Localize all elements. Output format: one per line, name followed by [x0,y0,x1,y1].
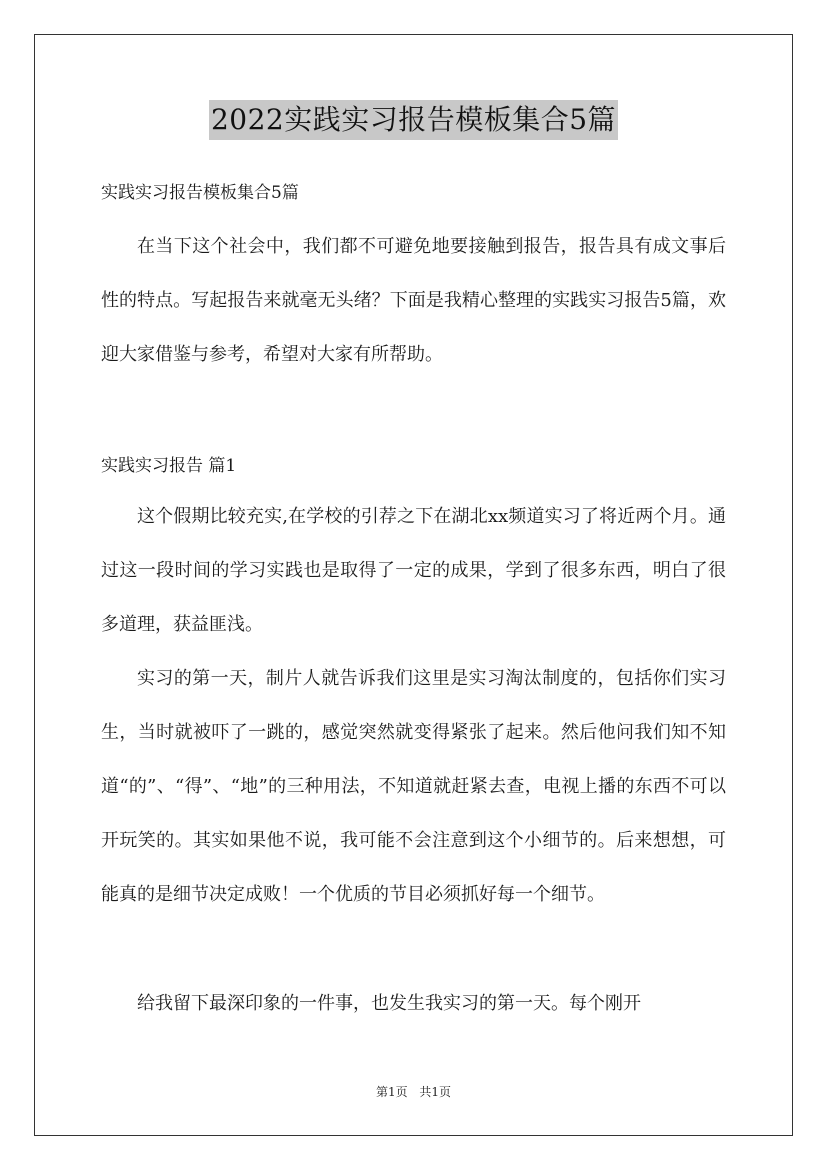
section-heading: 实践实习报告 篇1 [101,456,237,476]
body-paragraph-2: 实习的第一天，制片人就告诉我们这里是实习淘汰制度的，包括你们实习生，当时就被吓了一跳的，感觉突然就变得紧张了起来。然后他问我们知不知道“的”、“得”、“地”的三种用法，不知道就赶紧去查，电视上播的东西不可以开玩笑的。其实如果他不说，我可能不会注意到这个小细节的。后来想想，可能真的是细节决定成败！一个优质的节目必须抓好每一个细节。 [101,668,726,905]
document-title: 2022实践实习报告模板集合5篇 [209,100,618,140]
body-paragraph-1: 这个假期比较充实,在学校的引荐之下在湖北xx频道实习了将近两个月。通过这一段时间的学习实践也是取得了一定的成果，学到了很多东西，明白了很多道理，获益匪浅。 [101,506,726,635]
title-container [0,100,827,140]
page-footer [0,1082,827,1102]
page-total: 共1页 [419,1085,452,1099]
body-paragraph-3: 给我留下最深印象的一件事，也发生我实习的第一天。每个刚开 [137,993,641,1014]
intro-paragraph: 在当下这个社会中，我们都不可避免地要接触到报告，报告具有成文事后性的特点。写起报告来就毫无头绪？下面是我精心整理的实践实习报告5篇，欢迎大家借鉴与参考，希望对大家有所帮助。 [101,236,726,365]
document-subtitle: 实践实习报告模板集合5篇 [101,183,299,203]
page-number: 第1页 [375,1085,408,1099]
